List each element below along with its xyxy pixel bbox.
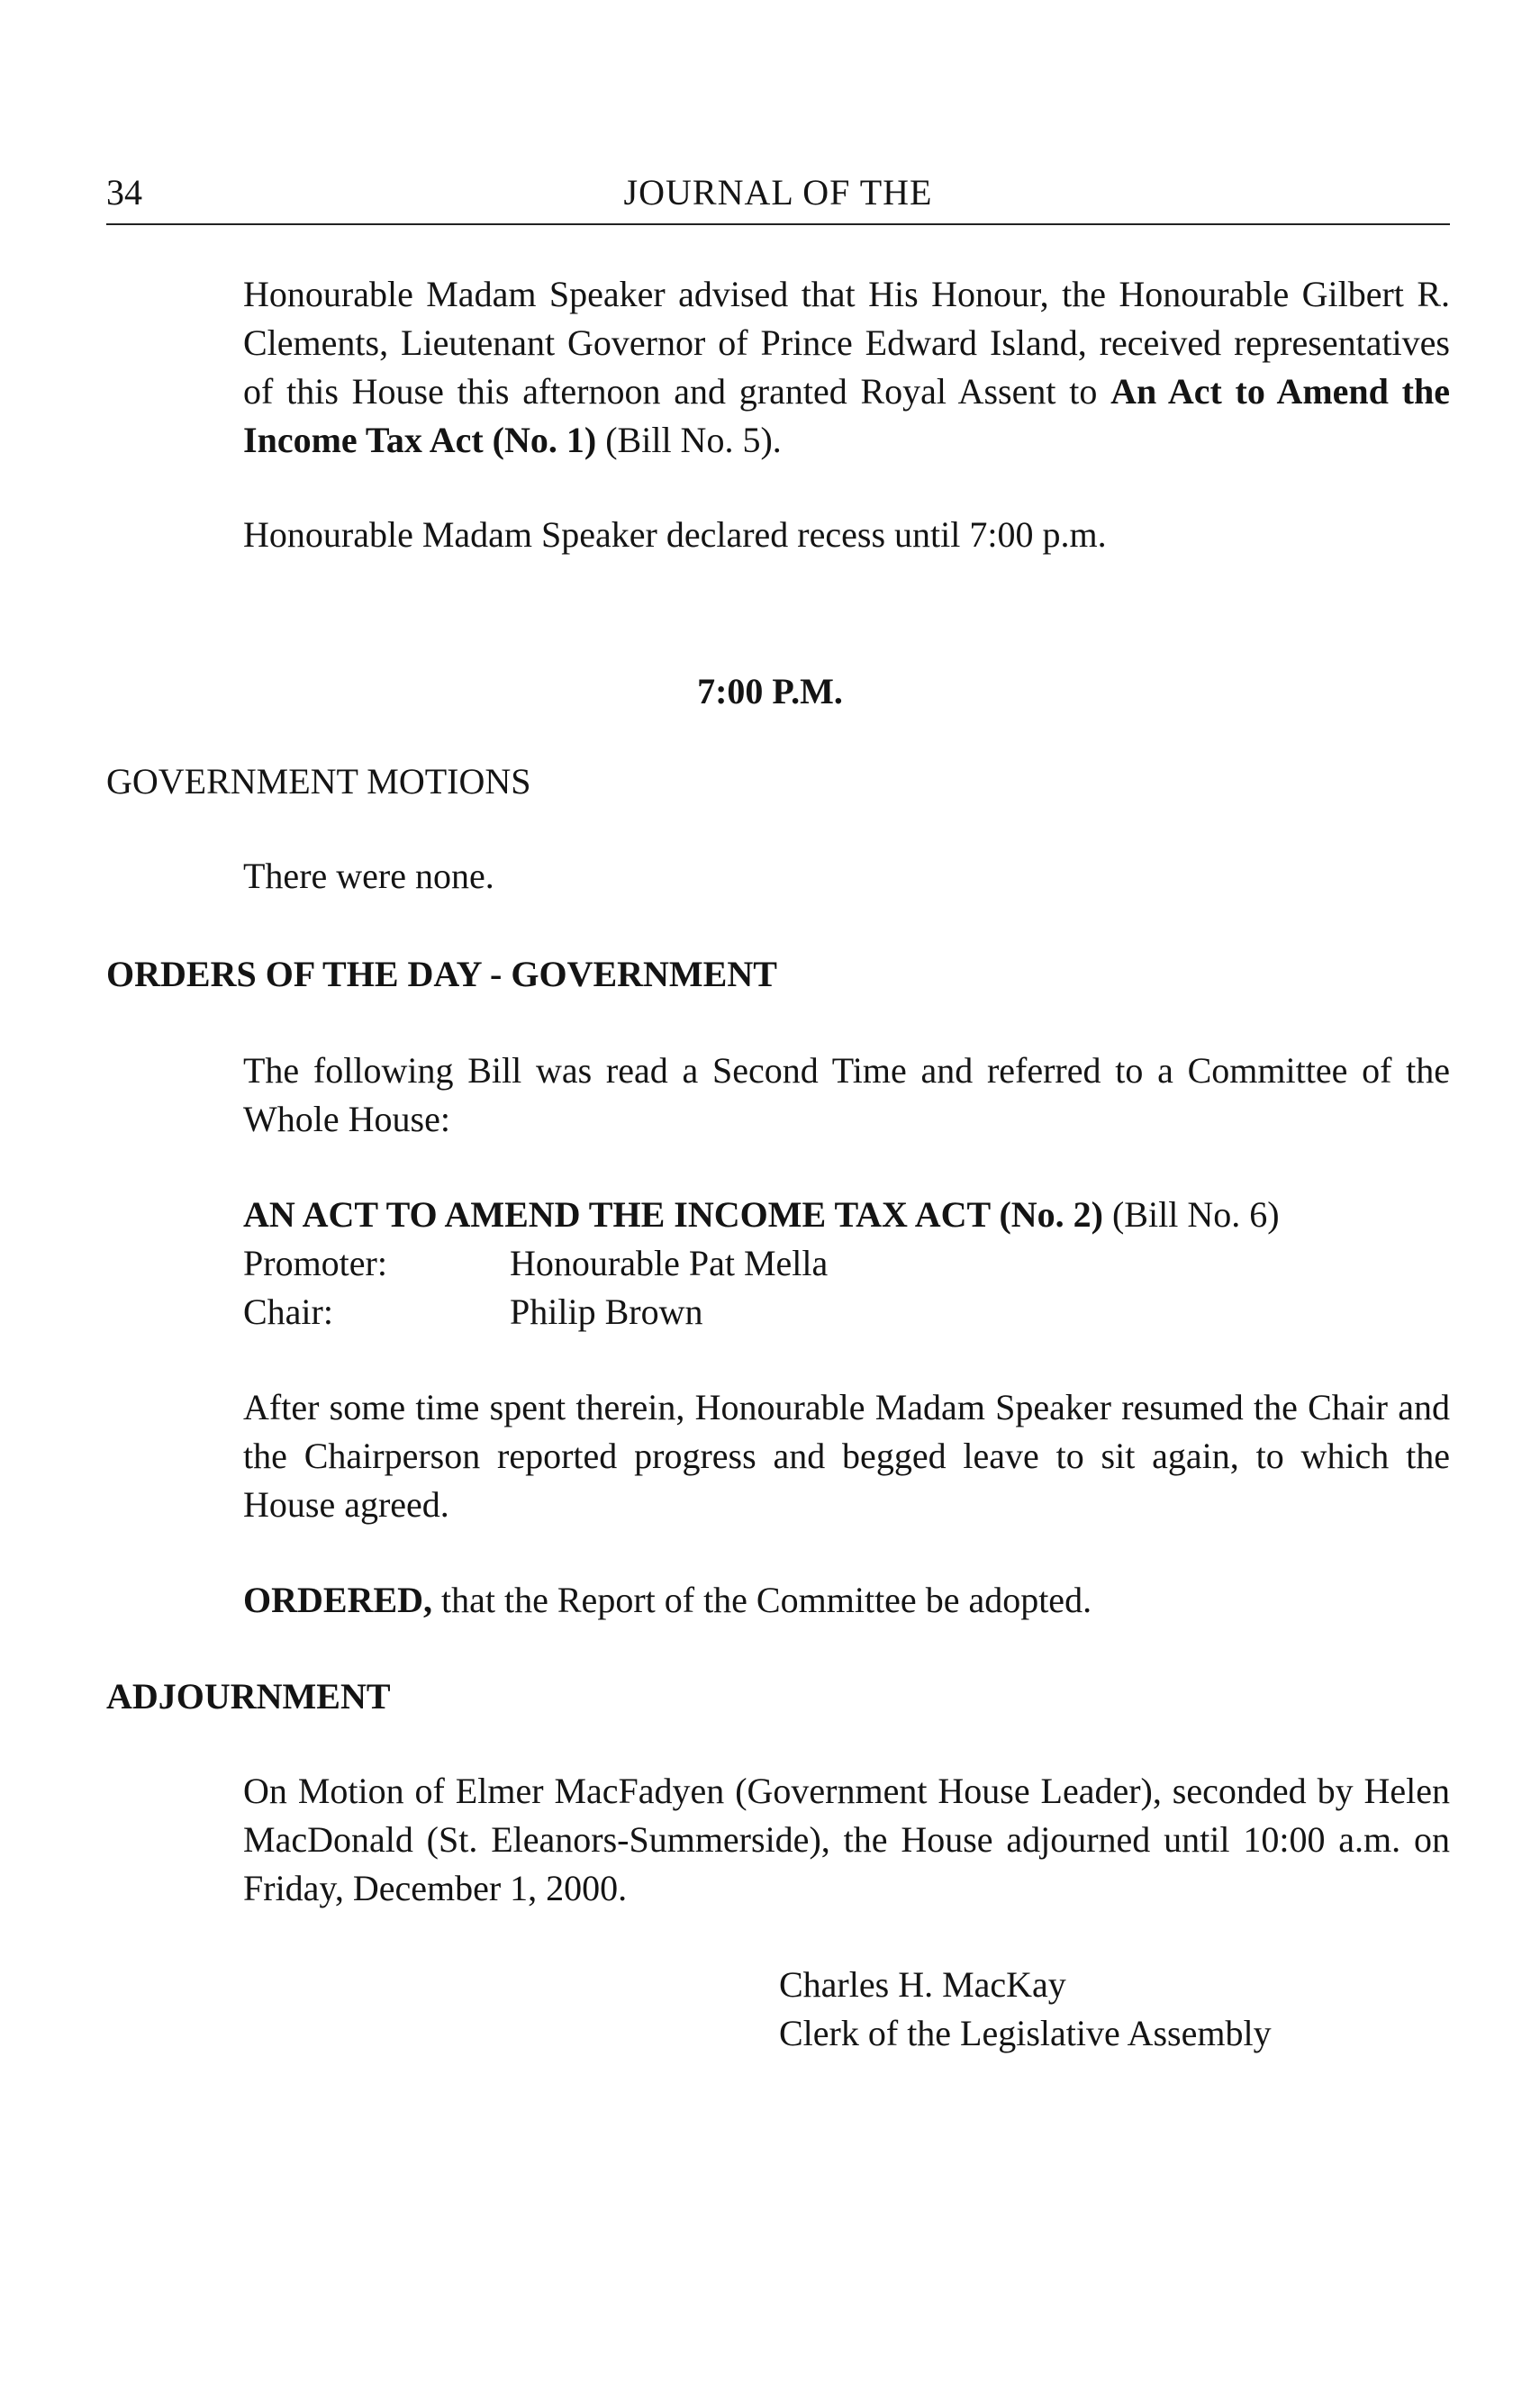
- promoter-label: Promoter:: [243, 1243, 387, 1283]
- heading-orders-of-the-day: ORDERS OF THE DAY - GOVERNMENT: [106, 954, 777, 994]
- signature-title: Clerk of the Legislative Assembly: [779, 2013, 1272, 2053]
- signature-name: Charles H. MacKay: [779, 1964, 1066, 2005]
- bill-number: (Bill No. 6): [1102, 1194, 1280, 1235]
- running-head: JOURNAL OF THE: [623, 172, 933, 213]
- bill-reference: (Bill No. 5).: [596, 420, 782, 460]
- chair-label: Chair:: [243, 1291, 333, 1332]
- ordered-label: ORDERED,: [243, 1580, 433, 1620]
- ordered-paragraph: [243, 1576, 1450, 1625]
- ordered-text: that the Report of the Committee be adopted.: [432, 1580, 1092, 1620]
- committee-progress-paragraph: After some time spent therein, Honourable Madam Speaker resumed the Chair and the Chairperson reported progress and begged leave to sit again, to which the House agreed.: [243, 1387, 1450, 1525]
- page-number: 34: [106, 172, 142, 213]
- government-motions-text: There were none.: [243, 856, 494, 896]
- heading-government-motions: GOVERNMENT MOTIONS: [106, 761, 531, 802]
- heading-adjournment: ADJOURNMENT: [106, 1676, 391, 1717]
- bill-title: AN ACT TO AMEND THE INCOME TAX ACT (No. 2): [243, 1194, 1103, 1235]
- adjournment-paragraph: On Motion of Elmer MacFadyen (Government House Leader), seconded by Helen MacDonald (St. Eleanors-Summerside), the House adjourned until 10:00 a.m. on Friday, December 1, 2000.: [243, 1771, 1450, 1908]
- signature-block: [779, 1961, 1272, 2058]
- evening-session-time: 7:00 P.M.: [697, 671, 843, 711]
- promoter-value: Honourable Pat Mella: [510, 1243, 829, 1283]
- chair-row: [243, 1288, 1450, 1336]
- bill-entry: [243, 1191, 1450, 1336]
- recess-paragraph: Honourable Madam Speaker declared recess until 7:00 p.m.: [243, 514, 1107, 555]
- chair-value: Philip Brown: [510, 1291, 703, 1332]
- royal-assent-paragraph: [243, 270, 1450, 465]
- second-reading-intro: The following Bill was read a Second Time and referred to a Committee of the Whole House:: [243, 1050, 1450, 1139]
- act-title: An Act to Amend the Income Tax Act (No. 1): [243, 371, 1450, 460]
- page-header: [106, 171, 1450, 225]
- promoter-row: [243, 1239, 1450, 1288]
- royal-assent-text: Honourable Madam Speaker advised that His Honour, the Honourable Gilbert R. Clements, Lieutenant Governor of Prince Edward Island, received representatives of this House this afternoon and granted Royal Assent to: [243, 274, 1450, 412]
- bill-title-row: [243, 1191, 1450, 1239]
